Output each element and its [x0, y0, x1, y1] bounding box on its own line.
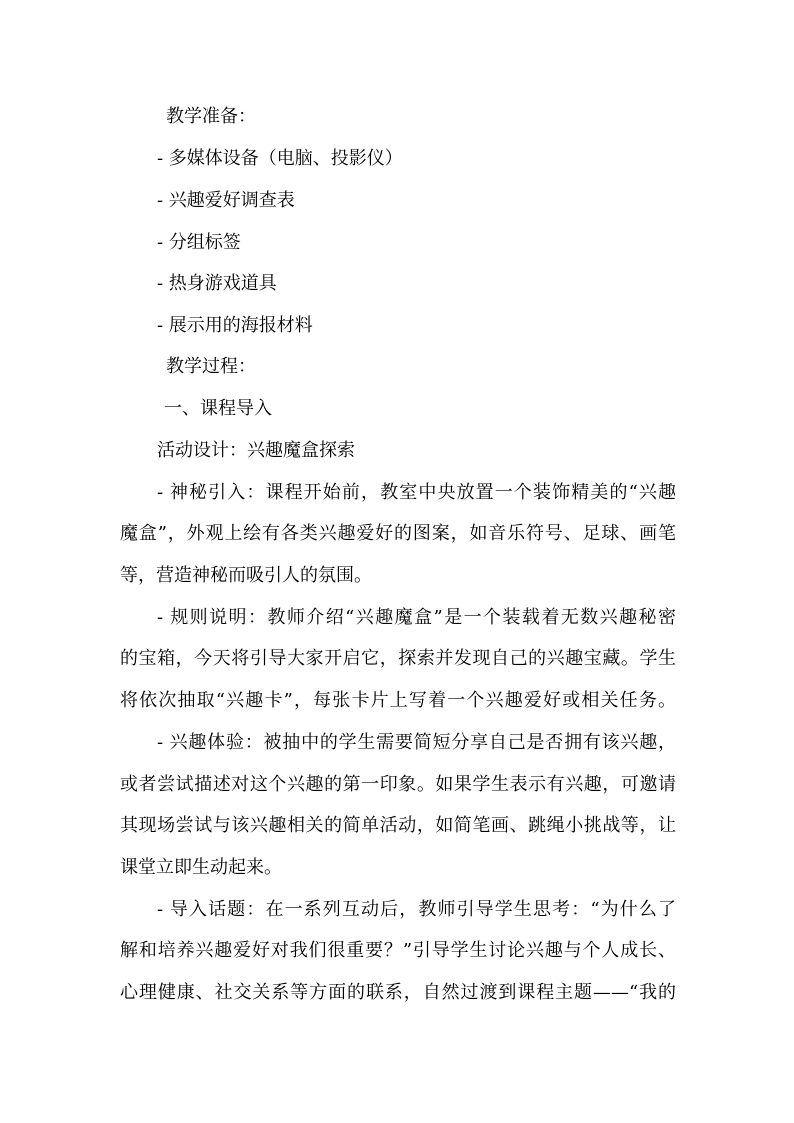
paragraph-line: - 神秘引入：课程开始前，教室中央放置一个装饰精美的“兴趣 [157, 482, 676, 503]
preparation-item: - 多媒体设备（电脑、投影仪） [157, 148, 403, 169]
paragraph-line: 课堂立即生动起来。 [120, 857, 282, 878]
paragraph-line: - 规则说明：教师介绍“兴趣魔盒”是一个装载着无数兴趣秘密 [157, 607, 676, 628]
paragraph-line: 心理健康、社交关系等方面的联系，自然过渡到课程主题——“我的 [120, 982, 676, 1003]
preparation-item: - 展示用的海报材料 [157, 315, 313, 336]
preparation-heading: 教学准备： [166, 106, 256, 127]
process-heading: 教学过程： [166, 356, 256, 377]
paragraph-line: 等，营造神秘而吸引人的氛围。 [120, 565, 372, 586]
part-one-heading: 一、课程导入 [164, 398, 272, 419]
activity-title: 活动设计：兴趣魔盒探索 [157, 440, 355, 461]
preparation-item: - 分组标签 [157, 232, 241, 253]
paragraph-line: - 导入话题：在一系列互动后，教师引导学生思考：“为什么了 [157, 899, 676, 920]
preparation-item: - 兴趣爱好调查表 [157, 190, 295, 211]
paragraph-line: 解和培养兴趣爱好对我们很重要？”引导学生讨论兴趣与个人成长、 [120, 940, 676, 961]
paragraph-line: 的宝箱，今天将引导大家开启它，探索并发现自己的兴趣宝藏。学生 [120, 648, 676, 669]
paragraph-line: 魔盒”，外观上绘有各类兴趣爱好的图案，如音乐符号、足球、画笔 [120, 523, 676, 544]
paragraph-line: 或者尝试描述对这个兴趣的第一印象。如果学生表示有兴趣，可邀请 [120, 774, 676, 795]
preparation-item: - 热身游戏道具 [157, 273, 277, 294]
paragraph-line: 其现场尝试与该兴趣相关的简单活动，如简笔画、跳绳小挑战等，让 [120, 815, 676, 836]
paragraph-line: - 兴趣体验：被抽中的学生需要简短分享自己是否拥有该兴趣， [157, 732, 676, 753]
paragraph-line: 将依次抽取“兴趣卡”，每张卡片上写着一个兴趣爱好或相关任务。 [120, 690, 676, 711]
